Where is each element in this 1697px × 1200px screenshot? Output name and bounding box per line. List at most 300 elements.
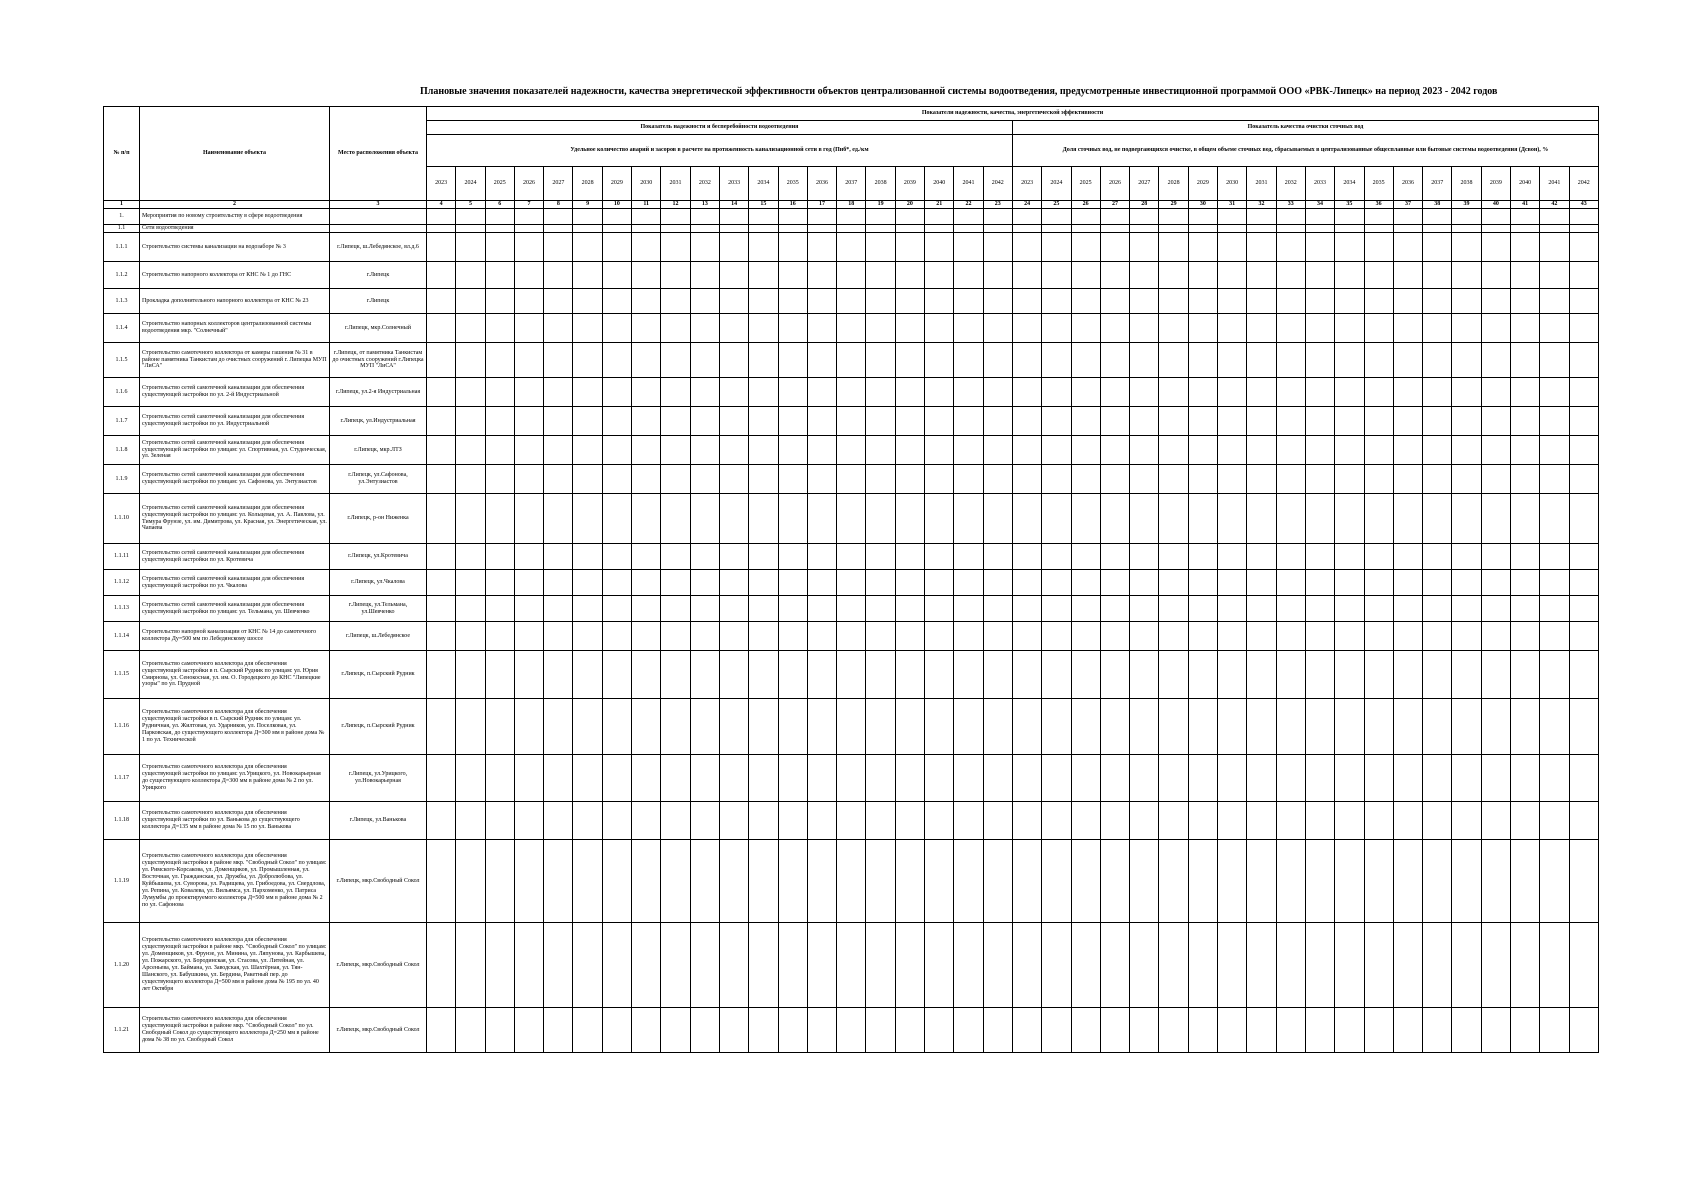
- value-cell: [895, 225, 924, 233]
- value-cell: [514, 225, 543, 233]
- value-cell: [807, 314, 836, 343]
- value-cell: [1276, 1008, 1305, 1053]
- value-cell: [1071, 840, 1100, 923]
- value-cell: [1335, 494, 1364, 544]
- value-cell: [1159, 343, 1188, 378]
- value-cell: [895, 436, 924, 465]
- year-header: 2026: [514, 167, 543, 201]
- value-cell: [1540, 755, 1569, 802]
- year-header: 2039: [1481, 167, 1510, 201]
- object-name: Строительство самотечного коллектора для обеспечения существующей застройки по улицам: ул.Урицкого, ул. Новокарьерная до существующего коллектора Д=300 мм в районе дома № 2 по ул. Урицкого: [140, 755, 330, 802]
- value-cell: [925, 1008, 954, 1053]
- table-row: [104, 378, 1599, 407]
- value-cell: [837, 840, 866, 923]
- value-cell: [1042, 465, 1071, 494]
- value-cell: [1364, 407, 1393, 436]
- column-number: 15: [749, 201, 778, 209]
- value-cell: [1218, 289, 1247, 314]
- column-number: 27: [1100, 201, 1129, 209]
- year-header: 2041: [954, 167, 983, 201]
- value-cell: [690, 622, 719, 651]
- value-cell: [1481, 802, 1510, 840]
- table-row: [104, 755, 1599, 802]
- value-cell: [1481, 1008, 1510, 1053]
- value-cell: [632, 699, 661, 755]
- value-cell: [1276, 923, 1305, 1008]
- value-cell: [1393, 570, 1422, 596]
- value-cell: [427, 840, 456, 923]
- value-cell: [544, 570, 573, 596]
- value-cell: [690, 343, 719, 378]
- value-cell: [456, 622, 485, 651]
- value-cell: [632, 262, 661, 289]
- value-cell: [485, 289, 514, 314]
- value-cell: [632, 923, 661, 1008]
- value-cell: [1071, 923, 1100, 1008]
- value-cell: [1452, 802, 1481, 840]
- value-cell: [1540, 465, 1569, 494]
- value-cell: [427, 314, 456, 343]
- value-cell: [602, 289, 631, 314]
- value-cell: [1159, 378, 1188, 407]
- value-cell: [1130, 544, 1159, 570]
- value-cell: [1364, 233, 1393, 262]
- value-cell: [1452, 233, 1481, 262]
- value-cell: [485, 755, 514, 802]
- value-cell: [690, 802, 719, 840]
- value-cell: [983, 314, 1012, 343]
- value-cell: [1247, 570, 1276, 596]
- value-cell: [1423, 651, 1452, 699]
- value-cell: [749, 923, 778, 1008]
- header-quality-sub: Доля сточных вод, не подвергающихся очистке, в общем объеме сточных вод, сбрасываемых в централизованные общесплавные или бытовые системы водоотведения (Дсвон), %: [1012, 135, 1598, 167]
- value-cell: [1071, 544, 1100, 570]
- value-cell: [778, 343, 807, 378]
- value-cell: [1335, 233, 1364, 262]
- value-cell: [1393, 407, 1422, 436]
- value-cell: [544, 651, 573, 699]
- year-header: 2035: [778, 167, 807, 201]
- value-cell: [1159, 622, 1188, 651]
- value-cell: [807, 465, 836, 494]
- value-cell: [632, 465, 661, 494]
- value-cell: [1012, 494, 1041, 544]
- table-row: [104, 314, 1599, 343]
- year-header: 2023: [427, 167, 456, 201]
- value-cell: [954, 378, 983, 407]
- table-row: [104, 840, 1599, 923]
- value-cell: [1540, 314, 1569, 343]
- value-cell: [1393, 465, 1422, 494]
- value-cell: [573, 314, 602, 343]
- value-cell: [456, 407, 485, 436]
- value-cell: [602, 570, 631, 596]
- header-reliability: Показатель надежности и бесперебойности водоотведения: [427, 121, 1013, 135]
- value-cell: [1452, 544, 1481, 570]
- value-cell: [1159, 651, 1188, 699]
- value-cell: [719, 314, 748, 343]
- column-number: 7: [514, 201, 543, 209]
- value-cell: [1364, 465, 1393, 494]
- value-cell: [1305, 622, 1334, 651]
- value-cell: [456, 544, 485, 570]
- value-cell: [1540, 596, 1569, 622]
- value-cell: [1393, 755, 1422, 802]
- value-cell: [1042, 289, 1071, 314]
- value-cell: [925, 436, 954, 465]
- header-num: № п/п: [104, 107, 140, 201]
- value-cell: [544, 225, 573, 233]
- value-cell: [1276, 755, 1305, 802]
- value-cell: [456, 343, 485, 378]
- value-cell: [1130, 225, 1159, 233]
- year-header: 2035: [1364, 167, 1393, 201]
- value-cell: [1218, 494, 1247, 544]
- value-cell: [1569, 233, 1598, 262]
- value-cell: [1540, 494, 1569, 544]
- value-cell: [1335, 209, 1364, 225]
- value-cell: [1247, 262, 1276, 289]
- value-cell: [602, 622, 631, 651]
- value-cell: [456, 1008, 485, 1053]
- value-cell: [544, 378, 573, 407]
- value-cell: [778, 209, 807, 225]
- value-cell: [632, 570, 661, 596]
- value-cell: [866, 840, 895, 923]
- column-number: 43: [1569, 201, 1598, 209]
- row-number: 1.1.15: [104, 651, 140, 699]
- value-cell: [1569, 923, 1598, 1008]
- value-cell: [983, 755, 1012, 802]
- value-cell: [749, 314, 778, 343]
- value-cell: [719, 343, 748, 378]
- value-cell: [1393, 544, 1422, 570]
- value-cell: [632, 840, 661, 923]
- table-row: [104, 596, 1599, 622]
- value-cell: [983, 494, 1012, 544]
- value-cell: [925, 544, 954, 570]
- value-cell: [661, 436, 690, 465]
- value-cell: [1188, 407, 1217, 436]
- value-cell: [427, 209, 456, 225]
- indicators-table: [103, 106, 1599, 1053]
- value-cell: [749, 262, 778, 289]
- object-place: г.Липецк, п.Сырский Рудник: [330, 699, 427, 755]
- value-cell: [456, 570, 485, 596]
- value-cell: [690, 233, 719, 262]
- value-cell: [778, 840, 807, 923]
- value-cell: [1042, 923, 1071, 1008]
- value-cell: [1452, 262, 1481, 289]
- column-number: 5: [456, 201, 485, 209]
- value-cell: [456, 378, 485, 407]
- value-cell: [983, 596, 1012, 622]
- value-cell: [719, 465, 748, 494]
- value-cell: [1540, 923, 1569, 1008]
- value-cell: [866, 233, 895, 262]
- value-cell: [1276, 802, 1305, 840]
- value-cell: [544, 289, 573, 314]
- row-number: 1.1.8: [104, 436, 140, 465]
- value-cell: [544, 436, 573, 465]
- value-cell: [807, 755, 836, 802]
- value-cell: [954, 699, 983, 755]
- value-cell: [1335, 465, 1364, 494]
- value-cell: [1452, 923, 1481, 1008]
- value-cell: [954, 436, 983, 465]
- value-cell: [1393, 923, 1422, 1008]
- value-cell: [1247, 225, 1276, 233]
- value-cell: [1335, 651, 1364, 699]
- value-cell: [544, 209, 573, 225]
- value-cell: [1130, 465, 1159, 494]
- value-cell: [1071, 651, 1100, 699]
- year-header: 2024: [456, 167, 485, 201]
- value-cell: [690, 544, 719, 570]
- value-cell: [954, 596, 983, 622]
- value-cell: [749, 755, 778, 802]
- value-cell: [1335, 378, 1364, 407]
- value-cell: [1218, 378, 1247, 407]
- value-cell: [1305, 699, 1334, 755]
- value-cell: [632, 314, 661, 343]
- value-cell: [749, 802, 778, 840]
- value-cell: [1159, 314, 1188, 343]
- value-cell: [1335, 755, 1364, 802]
- value-cell: [954, 289, 983, 314]
- value-cell: [1364, 651, 1393, 699]
- value-cell: [895, 465, 924, 494]
- value-cell: [1276, 343, 1305, 378]
- header-name: Наименование объекта: [140, 107, 330, 201]
- value-cell: [602, 651, 631, 699]
- value-cell: [1510, 802, 1539, 840]
- value-cell: [1510, 343, 1539, 378]
- column-number: 2: [140, 201, 330, 209]
- row-number: 1.1.18: [104, 802, 140, 840]
- value-cell: [1540, 802, 1569, 840]
- value-cell: [1247, 923, 1276, 1008]
- value-cell: [778, 570, 807, 596]
- value-cell: [719, 544, 748, 570]
- value-cell: [514, 596, 543, 622]
- row-number: 1.1.9: [104, 465, 140, 494]
- value-cell: [632, 494, 661, 544]
- value-cell: [573, 840, 602, 923]
- value-cell: [1393, 343, 1422, 378]
- value-cell: [427, 544, 456, 570]
- value-cell: [866, 923, 895, 1008]
- column-number: 28: [1130, 201, 1159, 209]
- value-cell: [1569, 209, 1598, 225]
- value-cell: [1100, 407, 1129, 436]
- value-cell: [544, 755, 573, 802]
- value-cell: [485, 840, 514, 923]
- value-cell: [1042, 755, 1071, 802]
- value-cell: [602, 465, 631, 494]
- value-cell: [954, 262, 983, 289]
- value-cell: [1012, 225, 1041, 233]
- value-cell: [925, 225, 954, 233]
- value-cell: [925, 570, 954, 596]
- value-cell: [807, 802, 836, 840]
- value-cell: [895, 840, 924, 923]
- value-cell: [983, 407, 1012, 436]
- value-cell: [837, 699, 866, 755]
- value-cell: [1305, 233, 1334, 262]
- row-number: 1.1.13: [104, 596, 140, 622]
- value-cell: [1247, 209, 1276, 225]
- value-cell: [602, 755, 631, 802]
- column-number: 16: [778, 201, 807, 209]
- row-number: 1.1.16: [104, 699, 140, 755]
- value-cell: [456, 465, 485, 494]
- value-cell: [1130, 840, 1159, 923]
- value-cell: [1276, 570, 1305, 596]
- value-cell: [573, 802, 602, 840]
- value-cell: [1012, 314, 1041, 343]
- value-cell: [1130, 923, 1159, 1008]
- value-cell: [1393, 840, 1422, 923]
- value-cell: [427, 233, 456, 262]
- value-cell: [1218, 544, 1247, 570]
- value-cell: [1159, 436, 1188, 465]
- value-cell: [514, 802, 543, 840]
- value-cell: [1012, 262, 1041, 289]
- year-header: 2029: [1188, 167, 1217, 201]
- value-cell: [456, 923, 485, 1008]
- value-cell: [544, 465, 573, 494]
- value-cell: [1130, 343, 1159, 378]
- value-cell: [1569, 755, 1598, 802]
- value-cell: [1247, 465, 1276, 494]
- value-cell: [1159, 923, 1188, 1008]
- value-cell: [1540, 651, 1569, 699]
- value-cell: [1510, 570, 1539, 596]
- value-cell: [866, 802, 895, 840]
- value-cell: [925, 343, 954, 378]
- year-header: 2024: [1042, 167, 1071, 201]
- value-cell: [661, 923, 690, 1008]
- value-cell: [1276, 378, 1305, 407]
- value-cell: [1276, 544, 1305, 570]
- value-cell: [1188, 233, 1217, 262]
- value-cell: [1510, 840, 1539, 923]
- value-cell: [778, 494, 807, 544]
- value-cell: [837, 494, 866, 544]
- value-cell: [632, 378, 661, 407]
- value-cell: [1188, 209, 1217, 225]
- column-number: 14: [719, 201, 748, 209]
- value-cell: [661, 378, 690, 407]
- value-cell: [1130, 436, 1159, 465]
- year-header: 2033: [719, 167, 748, 201]
- value-cell: [925, 262, 954, 289]
- year-header: 2040: [925, 167, 954, 201]
- value-cell: [1100, 289, 1129, 314]
- value-cell: [573, 378, 602, 407]
- value-cell: [1218, 1008, 1247, 1053]
- value-cell: [1393, 262, 1422, 289]
- value-cell: [427, 622, 456, 651]
- value-cell: [895, 289, 924, 314]
- value-cell: [514, 544, 543, 570]
- value-cell: [632, 343, 661, 378]
- object-name: Строительство сетей самотечной канализации для обеспечения существующей застройки по улицам: ул. Спортивная, ул. Студенческая, ул. Зеленая: [140, 436, 330, 465]
- value-cell: [866, 1008, 895, 1053]
- object-place: г.Липецк, ул.Кротевича: [330, 544, 427, 570]
- value-cell: [1423, 209, 1452, 225]
- value-cell: [749, 436, 778, 465]
- value-cell: [1510, 436, 1539, 465]
- value-cell: [983, 378, 1012, 407]
- value-cell: [427, 755, 456, 802]
- object-place: г.Липецк: [330, 262, 427, 289]
- value-cell: [1510, 407, 1539, 436]
- value-cell: [983, 544, 1012, 570]
- value-cell: [1276, 233, 1305, 262]
- value-cell: [1481, 407, 1510, 436]
- value-cell: [778, 314, 807, 343]
- value-cell: [983, 436, 1012, 465]
- value-cell: [1335, 699, 1364, 755]
- value-cell: [456, 840, 485, 923]
- value-cell: [1452, 840, 1481, 923]
- value-cell: [1247, 1008, 1276, 1053]
- value-cell: [661, 802, 690, 840]
- value-cell: [1540, 570, 1569, 596]
- value-cell: [1218, 840, 1247, 923]
- object-name: Строительство сетей самотечной канализации для обеспечения существующей застройки по улицам: ул. Тельмана, ул. Шевченко: [140, 596, 330, 622]
- column-number: 22: [954, 201, 983, 209]
- value-cell: [1188, 378, 1217, 407]
- value-cell: [778, 233, 807, 262]
- value-cell: [1130, 494, 1159, 544]
- value-cell: [1569, 225, 1598, 233]
- value-cell: [1188, 622, 1217, 651]
- value-cell: [1071, 465, 1100, 494]
- value-cell: [661, 544, 690, 570]
- value-cell: [807, 570, 836, 596]
- value-cell: [1481, 262, 1510, 289]
- year-header: 2030: [632, 167, 661, 201]
- value-cell: [456, 596, 485, 622]
- value-cell: [1188, 1008, 1217, 1053]
- object-name: Строительство самотечного коллектора для обеспечения существующей застройки в районе мкр. "Свободный Сокол" по улицам: ул. Доменщиков, ул. Фрунзе, ул. Минина, ул. Ляпунова, ул. Карбышева, ул. Пожарского, ул. Бородинская, ул. Стасова, ул. Литейная, ул. Арсеньева, ул. Баймана, ул. Заводская, ул. Шахтёрная, ул. Тян-Шанского, ул. Бабушкина, ул. Бердина, Ракетный пер. до существующего коллектора Д=500 мм в районе дома № 195 по ул. 40 лет Октября: [140, 923, 330, 1008]
- value-cell: [866, 596, 895, 622]
- value-cell: [1393, 436, 1422, 465]
- value-cell: [1130, 1008, 1159, 1053]
- value-cell: [661, 699, 690, 755]
- value-cell: [1100, 378, 1129, 407]
- value-cell: [514, 378, 543, 407]
- value-cell: [1071, 802, 1100, 840]
- year-header: 2041: [1540, 167, 1569, 201]
- value-cell: [1012, 923, 1041, 1008]
- value-cell: [837, 233, 866, 262]
- value-cell: [514, 262, 543, 289]
- value-cell: [954, 802, 983, 840]
- row-number: 1.1.19: [104, 840, 140, 923]
- value-cell: [1071, 289, 1100, 314]
- value-cell: [1569, 802, 1598, 840]
- value-cell: [895, 378, 924, 407]
- value-cell: [1305, 378, 1334, 407]
- value-cell: [837, 465, 866, 494]
- column-number: 13: [690, 201, 719, 209]
- value-cell: [1130, 755, 1159, 802]
- object-place: [330, 209, 427, 225]
